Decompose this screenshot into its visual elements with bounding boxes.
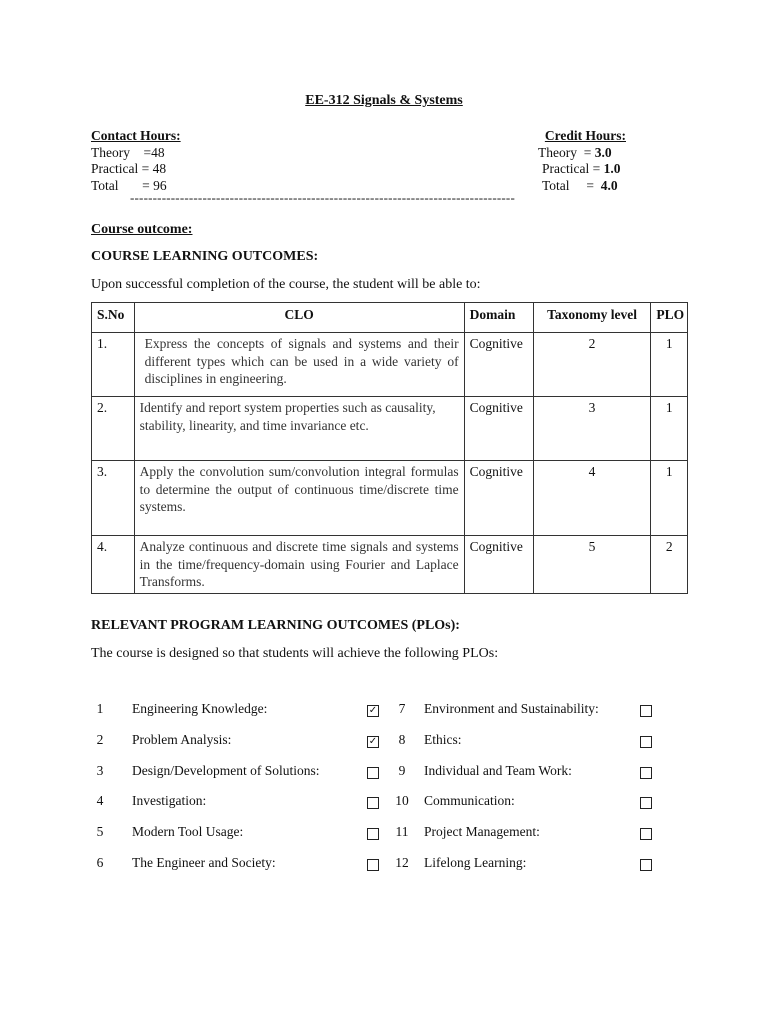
plo-number: 2 [96,732,104,747]
plo-label: Design/Development of Solutions: [132,763,320,778]
plo-item [0,699,768,719]
credit-theory-label: Theory = [538,144,595,160]
cell-domain: Cognitive [464,333,533,397]
plo-intro: The course is designed so that students will achieve the following PLOs: [91,646,499,661]
cell-clo: Identify and report system properties such as causality, stability, linearity, and time invariance etc. [134,397,464,461]
credit-practical-value: 1.0 [603,161,621,176]
cell-taxonomy: 5 [533,536,651,594]
plo-item [0,761,768,781]
cell-domain: Cognitive [464,461,533,536]
contact-hours [91,128,181,194]
header-sno: S.No [92,303,135,333]
clo-heading: COURSE LEARNING OUTCOMES: [91,249,319,264]
credit-hours-total [538,178,626,195]
plo-item [0,730,768,750]
cell-domain: Cognitive [464,536,533,594]
plo-label: Investigation: [132,793,207,808]
table-row [92,397,688,461]
header-plo: PLO [651,303,688,333]
cell-domain: Cognitive [464,397,533,461]
plo-label: Problem Analysis: [132,732,232,747]
header-clo: CLO [134,303,464,333]
check-icon: ✓ [368,736,378,747]
plo-number: 8 [398,732,406,747]
divider-line: ------------------------------------------------------------------------------------- [130,190,515,205]
credit-practical-label: Practical = [542,161,604,176]
checkbox[interactable] [640,859,652,871]
check-icon: ✓ [368,705,378,716]
clo-table [91,302,688,594]
plo-item [0,791,768,811]
plo-number: 1 [96,701,104,716]
cell-sno: 1. [92,333,135,397]
cell-clo: Analyze continuous and discrete time signals and systems in the time/frequency-domain using Fourier and Laplace Transforms. [134,536,464,594]
plo-item [0,822,768,842]
cell-sno: 3. [92,461,135,536]
checkbox[interactable] [640,797,652,809]
checkbox[interactable] [640,736,652,748]
clo-table-header [92,303,688,333]
cell-plo: 1 [651,397,688,461]
plo-heading: RELEVANT PROGRAM LEARNING OUTCOMES (PLOs): [91,618,460,633]
contact-hours-heading: Contact Hours: [91,128,181,143]
plo-label: Lifelong Learning: [424,855,527,870]
cell-clo: Apply the convolution sum/convolution integral formulas to determine the output of continuous time/discrete time systems. [134,461,464,536]
cell-clo: Express the concepts of signals and systems and their different types which can be used in a wide variety of disciplines in engineering. [134,333,464,397]
plo-number: 12 [395,855,409,870]
plo-number: 6 [96,855,104,870]
plo-label: Environment and Sustainability: [424,701,599,716]
plo-number: 7 [398,701,406,716]
plo-label: Engineering Knowledge: [132,701,268,716]
plo-label: Modern Tool Usage: [132,824,244,839]
cell-plo: 1 [651,461,688,536]
plo-number: 5 [96,824,104,839]
document-title: EE-312 Signals & Systems [305,93,463,108]
credit-total-label: Total = [542,177,601,193]
course-outcome-heading: Course outcome: [91,222,193,237]
credit-hours-heading: Credit Hours: [544,128,626,143]
plo-label: Individual and Team Work: [424,763,572,778]
header-domain: Domain [464,303,533,333]
plo-number: 11 [395,824,409,839]
plo-number: 10 [395,793,409,808]
cell-sno: 4. [92,536,135,594]
plo-item [0,853,768,873]
plo-label: The Engineer and Society: [132,855,276,870]
plo-number: 9 [398,763,406,778]
header-taxonomy: Taxonomy level [533,303,651,333]
credit-hours-practical [538,161,626,178]
contact-hours-practical: Practical = 48 [91,161,167,176]
credit-theory-value: 3.0 [594,144,612,160]
table-row [92,461,688,536]
contact-hours-total: Total = 96 [91,177,167,193]
table-row [92,333,688,397]
cell-taxonomy: 4 [533,461,651,536]
credit-total-value: 4.0 [600,177,618,193]
plo-label: Communication: [424,793,515,808]
checkbox[interactable] [640,828,652,840]
cell-plo: 1 [651,333,688,397]
plo-number: 3 [96,763,104,778]
clo-intro: Upon successful completion of the course, the student will be able to: [91,277,481,292]
plo-number: 4 [96,793,104,808]
cell-taxonomy: 2 [533,333,651,397]
cell-taxonomy: 3 [533,397,651,461]
checkbox[interactable] [640,767,652,779]
plo-label: Ethics: [424,732,462,747]
cell-plo: 2 [651,536,688,594]
credit-hours [538,128,626,194]
credit-hours-theory [538,145,626,162]
plo-label: Project Management: [424,824,540,839]
cell-sno: 2. [92,397,135,461]
checkbox[interactable] [640,705,652,717]
contact-hours-theory: Theory =48 [91,144,165,160]
table-row [92,536,688,594]
